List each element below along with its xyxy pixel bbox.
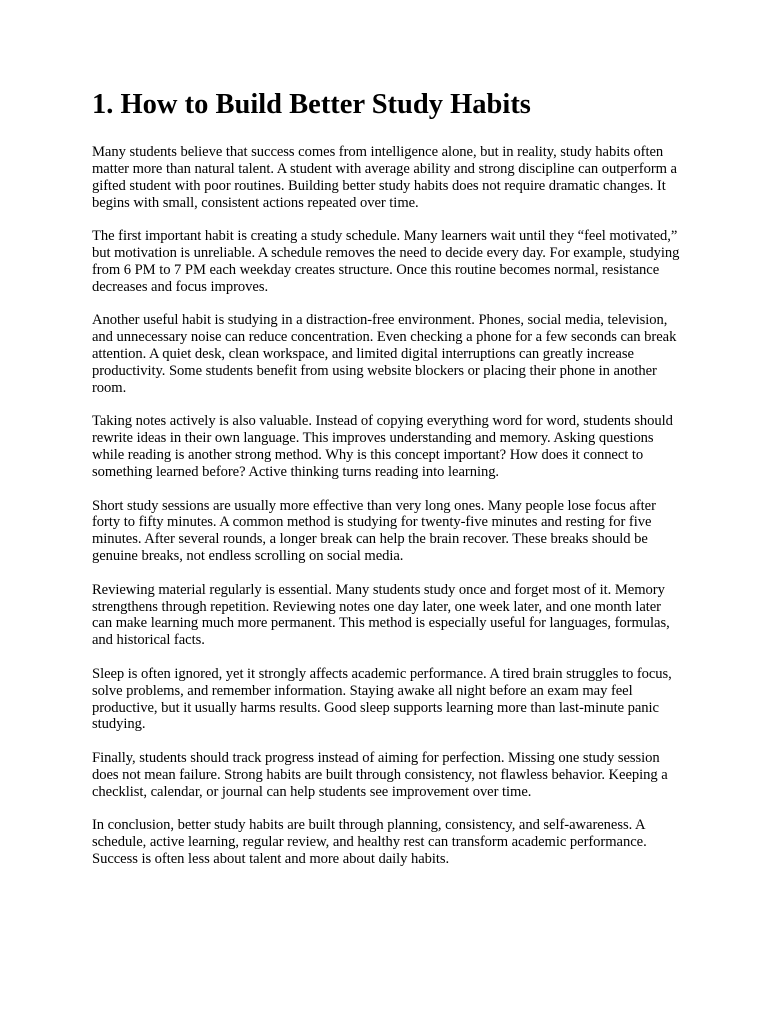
paragraph-sleep: Sleep is often ignored, yet it strongly affects academic performance. A tired brain struggles to focus, solve problems, and remember information. Staying awake all night before an exam may feel productive, but it usually harms results. Good sleep supports learning more than last-minute panic studying. — [92, 665, 672, 733]
document-title: 1. How to Build Better Study Habits — [92, 89, 531, 120]
document-page — [92, 88, 680, 885]
paragraph-conclusion: In conclusion, better study habits are built through planning, consistency, and self-awareness. A schedule, active learning, regular review, and healthy rest can transform academic performance. Success is often less about talent and more about daily habits. — [92, 817, 647, 868]
paragraph-notes: Taking notes actively is also valuable. Instead of copying everything word for word, students should rewrite ideas in their own language. This improves understanding and memory. Asking questions while reading is another strong method. Why is this concept important? How does it connect to something learned before? Active thinking turns reading into learning. — [92, 413, 673, 480]
paragraph-sessions: Short study sessions are usually more effective than very long ones. Many people lose focus after forty to fifty minutes. A common method is studying for twenty-five minutes and resting for five minutes. After several rounds, a longer break can help the brain recover. These breaks should be genuine breaks, not endless scrolling on social media. — [92, 497, 656, 565]
paragraph-review: Reviewing material regularly is essential. Many students study once and forget most of it. Memory strengthens through repetition. Reviewing notes one day later, one week later, and one month later can make learning much more permanent. This method is especially useful for languages, formulas, and historical facts. — [92, 581, 670, 649]
paragraph-progress: Finally, students should track progress instead of aiming for perfection. Missing one study session does not mean failure. Strong habits are built through consistency, not flawless behavior. Keeping a checklist, calendar, or journal can help students see improvement over time. — [92, 750, 668, 800]
paragraph-schedule: The first important habit is creating a study schedule. Many learners wait until they “feel motivated,” but motivation is unreliable. A schedule removes the need to decide every day. For example, studying from 6 PM to 7 PM each weekday creates structure. Once this routine becomes normal, resistance decreases and focus improves. — [92, 228, 680, 295]
paragraph-intro: Many students believe that success comes from intelligence alone, but in reality, study habits often matter more than natural talent. A student with average ability and strong discipline can outperform a gifted student with poor routines. Building better study habits does not require dramatic changes. It begins with small, consistent actions repeated over time. — [92, 144, 677, 211]
paragraph-environment: Another useful habit is studying in a distraction-free environment. Phones, social media, television, and unnecessary noise can reduce concentration. Even checking a phone for a few seconds can break attention. A quiet desk, clean workspace, and limited digital interruptions can greatly increase productivity. Some students benefit from using website blockers or placing their phone in another room. — [92, 312, 677, 396]
